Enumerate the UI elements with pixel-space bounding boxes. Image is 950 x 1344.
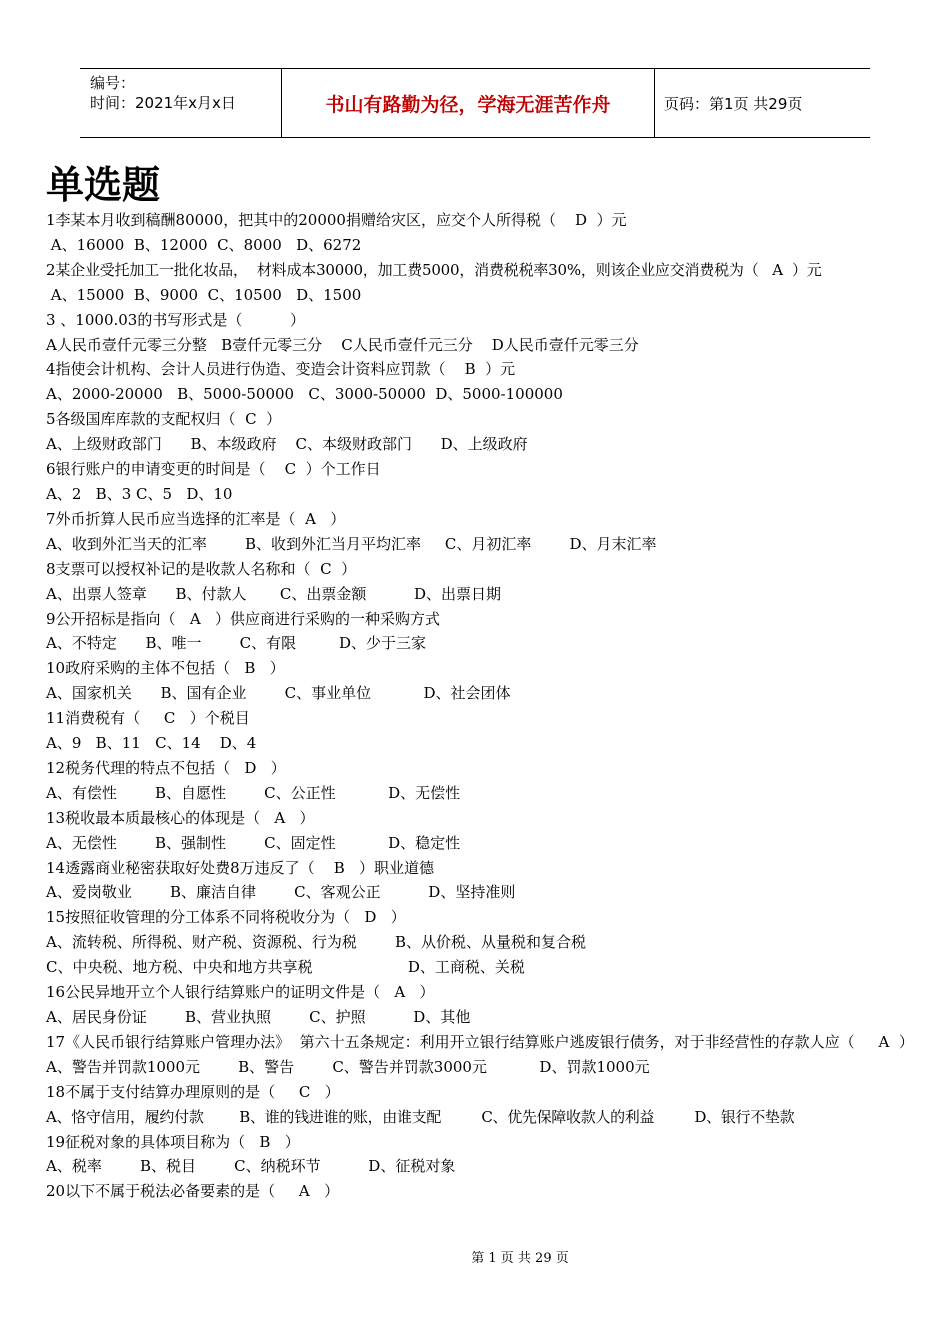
document-date: 时间：2021年x月x日: [90, 94, 236, 112]
question-line: 15按照征收管理的分工体系不同将税收分为（ D ）: [46, 908, 406, 927]
question-list: [46, 208, 914, 1204]
question-line: 14透露商业秘密获取好处费8万违反了（ B ）职业道德: [46, 858, 435, 877]
options-line: A、出票人签章 B、付款人 C、出票金额 D、出票日期: [46, 584, 502, 603]
options-line: A、2 B、3 C、5 D、10: [46, 484, 233, 503]
question-line: 9公开招标是指向（ A ）供应商进行采购的一种采购方式: [46, 609, 440, 628]
document-number-label: 编号：: [90, 74, 136, 92]
section-title: 单选题: [46, 163, 161, 207]
options-line: A、上级财政部门 B、本级政府 C、本级财政部门 D、上级政府: [46, 435, 528, 454]
options-line: A、不特定 B、唯一 C、有限 D、少于三家: [46, 634, 427, 653]
question-line: 16公民异地开立个人银行结算账户的证明文件是（ A ）: [46, 983, 435, 1002]
question-line: 6银行账户的申请变更的时间是（ C ）个工作日: [46, 460, 381, 479]
question-line: 1李某本月收到稿酬80000，把其中的20000捐赠给灾区，应交个人所得税（ D ）元: [46, 211, 627, 229]
question-line: 11消费税有（ C ）个税目: [46, 709, 250, 728]
options-line: A、16000 B、12000 C、8000 D、6272: [46, 235, 362, 254]
page-header: [80, 68, 870, 138]
options-line: A、恪守信用，履约付款 B、谁的钱进谁的账，由谁支配 C、优先保障收款人的利益 D、银行不垫款: [46, 1107, 795, 1126]
question-line: 18不属于支付结算办理原则的是（ C ）: [46, 1082, 340, 1101]
header-motto: 书山有路勤为径，学海无涯苦作舟: [282, 69, 655, 137]
question-line: 10政府采购的主体不包括（ B ）: [46, 659, 285, 678]
question-line: 19征税对象的具体项目称为（ B ）: [46, 1132, 300, 1151]
options-line: A、流转税、所得税、财产税、资源税、行为税 B、从价税、从量税和复合税: [46, 933, 587, 952]
options-line: A、无偿性 B、强制性 C、固定性 D、稳定性: [46, 833, 461, 852]
options-line: A、9 B、11 C、14 D、4: [46, 734, 257, 753]
header-info-cell: [80, 69, 282, 137]
page-footer: 第 1 页 共 29 页: [471, 1251, 569, 1266]
question-line: 20以下不属于税法必备要素的是（ A ）: [46, 1182, 340, 1201]
question-line: 12税务代理的特点不包括（ D ）: [46, 758, 286, 777]
question-line: 17《人民币银行结算账户管理办法》 第六十五条规定：利用开立银行结算账户逃废银行债务，对于非经营性的存款人应（ A ）: [46, 1032, 914, 1051]
question-line: 5各级国库库款的支配权归（ C ）: [46, 410, 282, 429]
options-line: A、有偿性 B、自愿性 C、公正性 D、无偿性: [46, 783, 461, 802]
question-line: 2某企业受托加工一批化妆品， 材料成本30000，加工费5000，消费税税率30%，则该企业应交消费税为（ A ）元: [46, 260, 822, 279]
question-line: 8支票可以授权补记的是收款人名称和（ C ）: [46, 559, 357, 578]
question-line: 4指使会计机构、会计人员进行伪造、变造会计资料应罚款（ B ）元: [46, 360, 516, 379]
options-line: A人民币壹仟元零三分整 B壹仟元零三分 C人民币壹仟元三分 D人民币壹仟元零三分: [46, 335, 639, 354]
options-line: A、收到外汇当天的汇率 B、收到外汇当月平均汇率 C、月初汇率 D、月末汇率: [46, 534, 657, 553]
question-line: 7外币折算人民币应当选择的汇率是（ A ）: [46, 509, 346, 528]
options-line: A、国家机关 B、国有企业 C、事业单位 D、社会团体: [46, 684, 511, 703]
options-line: A、居民身份证 B、营业执照 C、护照 D、其他: [46, 1008, 471, 1026]
header-page-info: 页码：第1页 共29页: [664, 94, 803, 113]
options-line: A、警告并罚款1000元 B、警告 C、警告并罚款3000元 D、罚款1000元: [46, 1057, 650, 1076]
options-line: A、15000 B、9000 C、10500 D、1500: [46, 285, 362, 304]
question-line: 13税收最本质最核心的体现是（ A ）: [46, 808, 315, 827]
options-line: A、税率 B、税目 C、纳税环节 D、征税对象: [46, 1157, 456, 1176]
options-line: A、爱岗敬业 B、廉洁自律 C、客观公正 D、坚持准则: [46, 883, 516, 902]
question-line: 3 、1000.03的书写形式是（ ）: [46, 310, 306, 329]
options-line: A、2000-20000 B、5000-50000 C、3000-50000 D、5000-100000: [46, 385, 563, 404]
options-line: C、中央税、地方税、中央和地方共享税 D、工商税、关税: [46, 958, 525, 977]
